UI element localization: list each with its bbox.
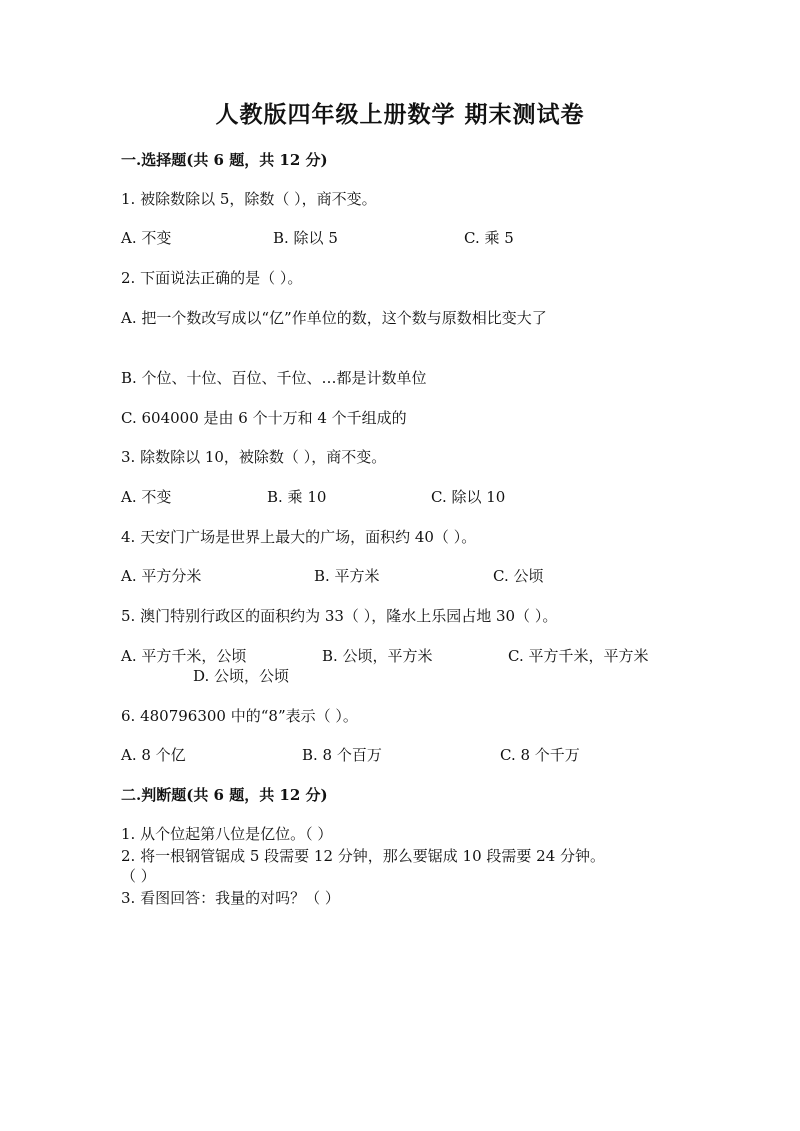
question-3: 3. 除数除以 10，被除数（ ），商不变。	[121, 448, 387, 466]
q1-option-b: B. 除以 5	[273, 229, 338, 247]
page-title: 人教版四年级上册数学 期末测试卷	[215, 101, 585, 128]
section-heading-choice: 一.选择题(共 6 题，共 12 分)	[121, 151, 328, 169]
judgment-3: 3. 看图回答：我量的对吗？（ ）	[121, 889, 340, 907]
q3-option-c: C. 除以 10	[431, 488, 506, 506]
q2-option-b: B. 个位、十位、百位、千位、…都是计数单位	[121, 369, 427, 387]
q3-option-a: A. 不变	[121, 488, 172, 506]
question-5: 5. 澳门特别行政区的面积约为 33（ ），隆水上乐园占地 30（ ）。	[121, 607, 558, 625]
question-4: 4. 天安门广场是世界上最大的广场，面积约 40（ ）。	[121, 528, 477, 546]
q5-option-d: D. 公顷，公顷	[193, 667, 290, 685]
q6-option-a: A. 8 个亿	[121, 746, 186, 764]
q6-option-c: C. 8 个千万	[500, 746, 580, 764]
q4-option-c: C. 公顷	[493, 567, 544, 585]
q2-option-a: A. 把一个数改写成以“亿”作单位的数，这个数与原数相比变大了	[121, 309, 547, 327]
section-heading-judgment: 二.判断题(共 6 题，共 12 分)	[121, 786, 328, 804]
q6-option-b: B. 8 个百万	[302, 746, 382, 764]
question-6: 6. 480796300 中的“8”表示（ ）。	[121, 707, 358, 725]
q1-option-a: A. 不变	[121, 229, 172, 247]
question-2: 2. 下面说法正确的是（ ）。	[121, 269, 303, 287]
q5-option-c: C. 平方千米，平方米	[508, 647, 649, 665]
judgment-1: 1. 从个位起第八位是亿位。（ ）	[121, 825, 333, 843]
judgment-2-answer: （ ）	[121, 867, 156, 885]
q3-option-b: B. 乘 10	[267, 488, 327, 506]
q1-option-c: C. 乘 5	[464, 229, 514, 247]
q5-option-a: A. 平方千米，公顷	[121, 647, 247, 665]
q2-option-c: C. 604000 是由 6 个十万和 4 个千组成的	[121, 409, 407, 427]
q4-option-a: A. 平方分米	[121, 567, 202, 585]
judgment-2: 2. 将一根钢管锯成 5 段需要 12 分钟，那么要锯成 10 段需要 24 分钟。	[121, 847, 606, 865]
question-1: 1. 被除数除以 5，除数（ ），商不变。	[121, 190, 377, 208]
q4-option-b: B. 平方米	[314, 567, 380, 585]
q5-option-b: B. 公顷，平方米	[322, 647, 433, 665]
